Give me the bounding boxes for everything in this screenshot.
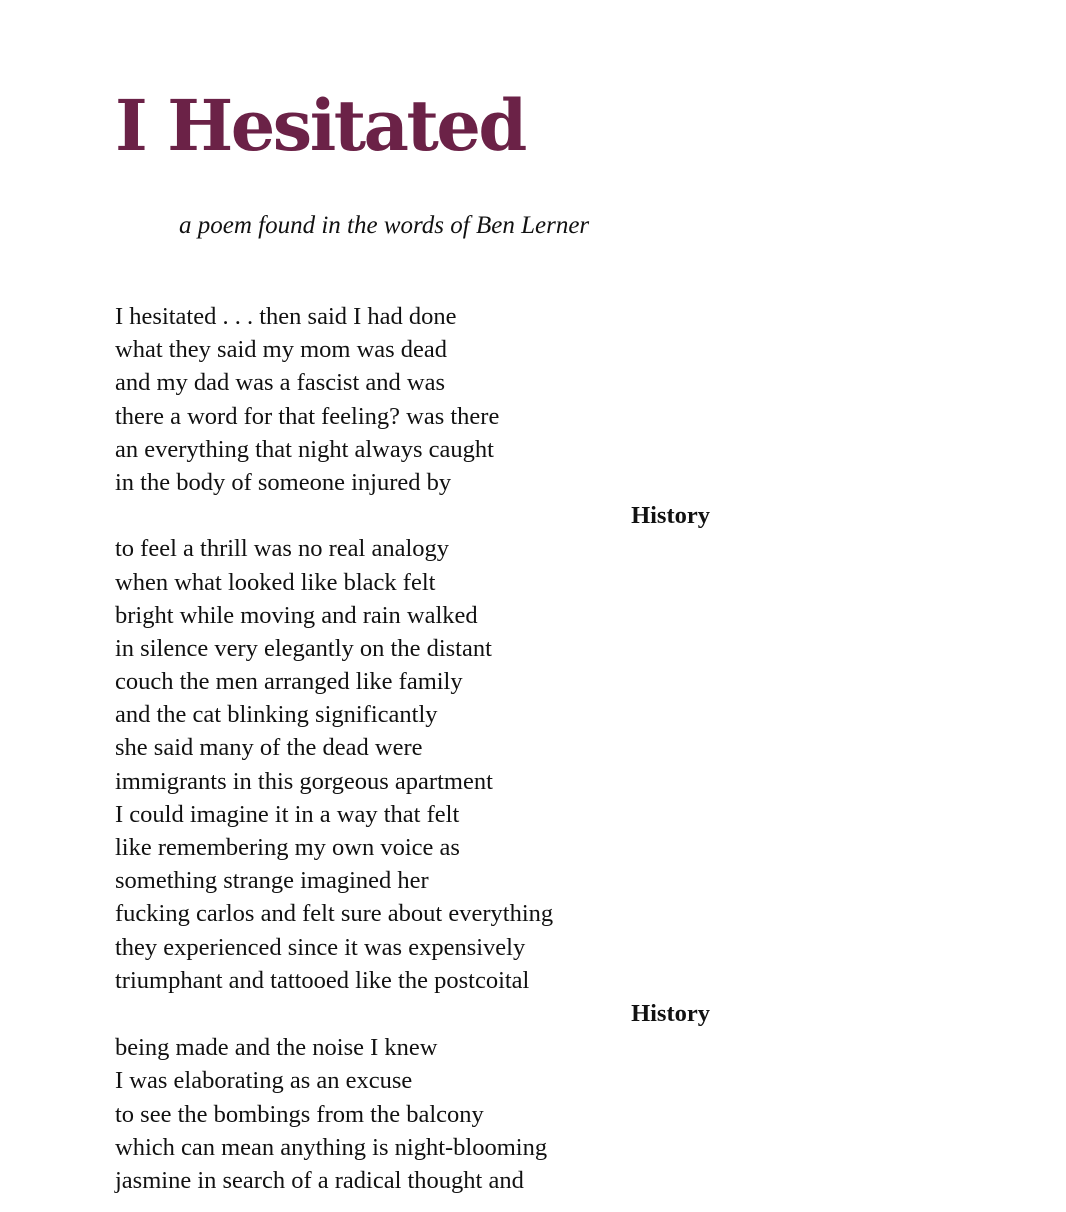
section-heading-history: History <box>631 999 710 1027</box>
poem-subtitle: a poem found in the words of Ben Lerner <box>179 212 590 239</box>
poem-line: bright while moving and rain walked <box>115 601 478 629</box>
poem-line: which can mean anything is night-blooming <box>115 1133 548 1161</box>
poem-line: being made and the noise I knew <box>115 1034 438 1062</box>
poem-line: triumphant and tattooed like the postcoital <box>115 966 530 994</box>
poem-line: something strange imagined her <box>115 867 429 895</box>
poem-title: I Hesitated <box>115 84 525 167</box>
poem-line: in the body of someone injured by <box>115 468 452 496</box>
poem-line: jasmine in search of a radical thought and <box>115 1166 524 1194</box>
section-heading-history: History <box>631 502 710 530</box>
poem-line: to feel a thrill was no real analogy <box>115 535 450 563</box>
poem-line: an everything that night always caught <box>115 435 494 463</box>
poem-body <box>115 300 735 1197</box>
poem-line: like remembering my own voice as <box>115 834 460 861</box>
poem-line: in silence very elegantly on the distant <box>115 634 492 662</box>
poem-line: I hesitated . . . then said I had done <box>115 303 457 330</box>
poem-line: immigrants in this gorgeous apartment <box>115 767 493 795</box>
poem-line: I could imagine it in a way that felt <box>115 800 460 828</box>
poem-line: and the cat blinking significantly <box>115 701 438 729</box>
poem-line: there a word for that feeling? was there <box>115 402 500 430</box>
poem-line: to see the bombings from the balcony <box>115 1100 484 1128</box>
poem-line: and my dad was a fascist and was <box>115 369 445 397</box>
poem-line: what they said my mom was dead <box>115 336 448 364</box>
poem-line: they experienced since it was expensively <box>115 933 526 961</box>
poem-line: she said many of the dead were <box>115 734 423 762</box>
poem-line: I was elaborating as an excuse <box>115 1067 413 1095</box>
poem-line: when what looked like black felt <box>115 568 436 596</box>
poem-line: fucking carlos and felt sure about everything <box>115 900 554 928</box>
poem-line: couch the men arranged like family <box>115 668 463 696</box>
